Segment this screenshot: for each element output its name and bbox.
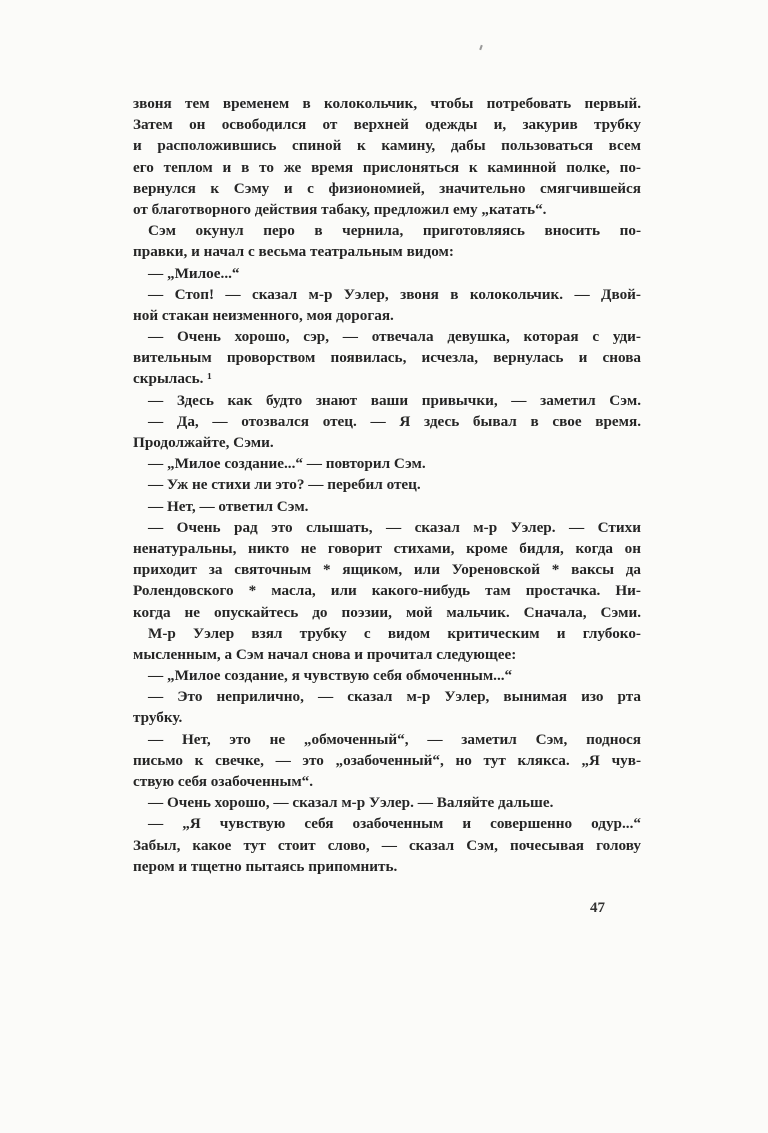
text-line: трубку. bbox=[133, 709, 183, 727]
text-line: — Да, — отозвался отец. — Я здесь бывал в свое время. bbox=[148, 412, 641, 430]
scan-mark bbox=[479, 45, 483, 50]
text-line: мысленным, а Сэм начал снова и прочитал следующее: bbox=[133, 645, 517, 663]
text-line: Продолжайте, Сэми. bbox=[133, 434, 274, 451]
text-line: — „Милое создание, я чувствую себя обмоченным...“ bbox=[148, 667, 513, 685]
text-line: и расположившись спиной к камину, дабы пользоваться всем bbox=[133, 137, 641, 155]
text-line: Сэм окунул перо в чернила, приготовляясь вносить по- bbox=[148, 222, 641, 240]
text-line: письмо к свечке, — это „озабоченный“, но тут клякса. „Я чув- bbox=[133, 751, 641, 769]
text-line: — Нет, это не „обмоченный“, — заметил Сэм, поднося bbox=[148, 730, 641, 748]
text-line: когда не опускайтесь до поэзии, мой мальчик. Сначала, Сэми. bbox=[133, 603, 641, 621]
text-line: — Очень хорошо, сэр, — отвечала девушка, которая с уди- bbox=[148, 328, 641, 346]
text-line: пером и тщетно пытаясь припомнить. bbox=[133, 857, 398, 875]
text-line: — Здесь как будто знают ваши привычки, — заметил Сэм. bbox=[148, 391, 641, 409]
text-line: ной стакан неизменного, моя дорогая. bbox=[133, 306, 394, 324]
text-line: — „Милое...“ bbox=[148, 264, 240, 282]
text-line: Забыл, какое тут стоит слово, — сказал Сэм, почесывая голову bbox=[133, 836, 641, 854]
text-line: ненатуральны, никто не говорит стихами, кроме бидля, когда он bbox=[133, 539, 641, 557]
text-line: звоня тем временем в колокольчик, чтобы потребовать первый. bbox=[133, 95, 641, 112]
text-line: от благотворного действия табаку, предложил ему „катать“. bbox=[133, 200, 547, 218]
page-body-text bbox=[133, 93, 641, 877]
text-line: приходит за святочным * ящиком, или Уореновской * ваксы да bbox=[133, 561, 641, 579]
text-line: правки, и начал с весьма театральным видом: bbox=[133, 243, 454, 261]
text-line: — Уж не стихи ли это? — перебил отец. bbox=[148, 476, 421, 494]
text-line: его теплом и в то же время прислоняться к каминной полке, по- bbox=[133, 158, 641, 176]
text-line: скрылась. ¹ bbox=[133, 370, 212, 388]
text-line: — Очень хорошо, — сказал м-р Уэлер. — Валяйте дальше. bbox=[148, 794, 554, 812]
text-line: — Очень рад это слышать, — сказал м-р Уэлер. — Стихи bbox=[148, 518, 641, 536]
text-line: ствую себя озабоченным“. bbox=[133, 773, 314, 790]
text-line: М-р Уэлер взял трубку с видом критическим и глубоко- bbox=[148, 624, 641, 642]
text-line: Затем он освободился от верхней одежды и, закурив трубку bbox=[133, 116, 641, 134]
text-line: вительным проворством появилась, исчезла, вернулась и снова bbox=[133, 349, 641, 367]
text-line: — Стоп! — сказал м-р Уэлер, звоня в колокольчик. — Двой- bbox=[148, 285, 641, 303]
text-line: вернулся к Сэму и с физиономией, значительно смягчившейся bbox=[133, 179, 641, 197]
text-line: Ролендовского * масла, или какого-нибудь там простачка. Ни- bbox=[133, 582, 641, 600]
text-line: — „Я чувствую себя озабоченным и совершенно одур...“ bbox=[148, 815, 641, 833]
text-line: — „Милое создание...“ — повторил Сэм. bbox=[148, 455, 426, 473]
text-line: — Это неприлично, — сказал м-р Уэлер, вынимая изо рта bbox=[148, 688, 641, 706]
page-number: 47 bbox=[590, 900, 605, 916]
text-line: — Нет, — ответил Сэм. bbox=[148, 497, 309, 515]
